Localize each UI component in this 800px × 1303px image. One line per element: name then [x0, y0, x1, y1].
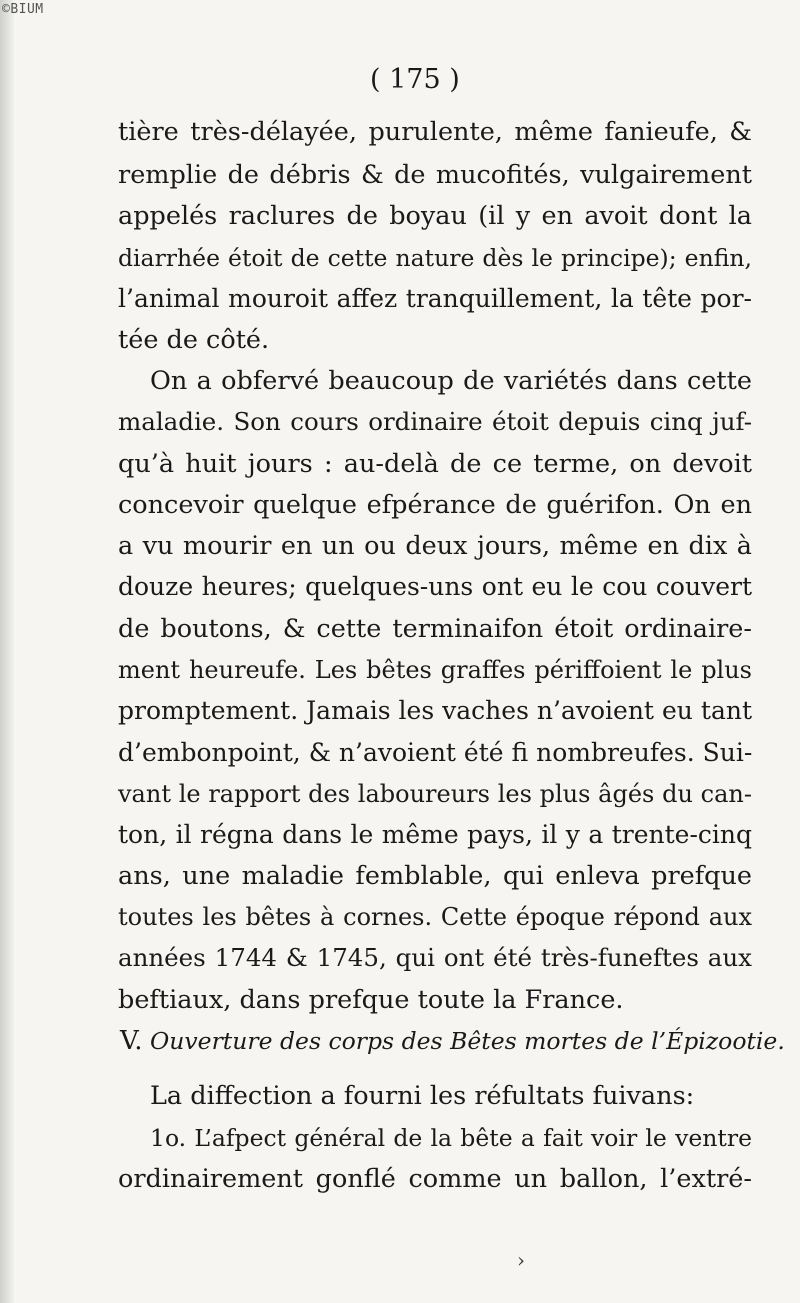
- text-line: années 1744 & 1745, qui ont été très-funeftes aux: [118, 943, 752, 972]
- text-line: ton, il régna dans le même pays, il y a trente-cinq: [118, 820, 752, 849]
- text-line: beftiaux, dans prefque toute la France.: [118, 985, 624, 1015]
- text-line: 1o. L’afpect général de la bête a fait voir le ventre: [150, 1124, 752, 1152]
- section-number: V.: [120, 1026, 143, 1056]
- text-line: qu’à huit jours : au-delà de ce terme, on devoit: [118, 449, 752, 479]
- text-line: concevoir quelque efpérance de guérifon. On en: [118, 490, 752, 520]
- text-line: vant le rapport des laboureurs les plus âgés du can-: [118, 780, 752, 808]
- text-line: l’animal mouroit affez tranquillement, la tête por-: [118, 284, 752, 313]
- section-title: Ouverture des corps des Bêtes mortes de l’Épizootie.: [149, 1027, 785, 1055]
- footer-mark: ›: [517, 1248, 525, 1272]
- text-line: maladie. Son cours ordinaire étoit depuis cinq juf-: [118, 407, 752, 436]
- page-gutter-shadow: [0, 0, 14, 1303]
- text-line: diarrhée étoit de cette nature dès le principe); enfin,: [118, 244, 752, 272]
- watermark: ©BIUM: [2, 2, 44, 17]
- page-number: ( 175 ): [370, 64, 460, 95]
- section-heading: [120, 1025, 785, 1057]
- text-line: ordinairement gonflé comme un ballon, l’extré-: [118, 1164, 752, 1194]
- text-line: d’embonpoint, & n’avoient été fi nombreufes. Sui-: [118, 738, 753, 767]
- text-line: toutes les bêtes à cornes. Cette époque répond aux: [118, 903, 752, 931]
- text-line: promptement. Jamais les vaches n’avoient eu tant: [118, 696, 752, 725]
- text-line: douze heures; quelques-uns ont eu le cou couvert: [118, 572, 752, 601]
- text-line: a vu mourir en un ou deux jours, même en dix à: [118, 531, 752, 561]
- text-line: tée de côté.: [118, 325, 270, 355]
- text-line: La diffection a fourni les réfultats fuivans:: [150, 1081, 695, 1111]
- text-line: remplie de débris & de mucofités, vulgairement: [118, 160, 752, 190]
- text-line: appelés raclures de boyau (il y en avoit dont la: [118, 201, 752, 231]
- text-line: ans, une maladie femblable, qui enleva prefque: [118, 861, 752, 891]
- text-line: tière très-délayée, purulente, même fanieufe, &: [118, 117, 752, 147]
- text-line: ment heureufe. Les bêtes graffes périffoient le plus: [118, 656, 752, 684]
- text-line: On a obfervé beaucoup de variétés dans cette: [150, 366, 752, 396]
- text-line: de boutons, & cette terminaifon étoit ordinaire-: [118, 614, 752, 644]
